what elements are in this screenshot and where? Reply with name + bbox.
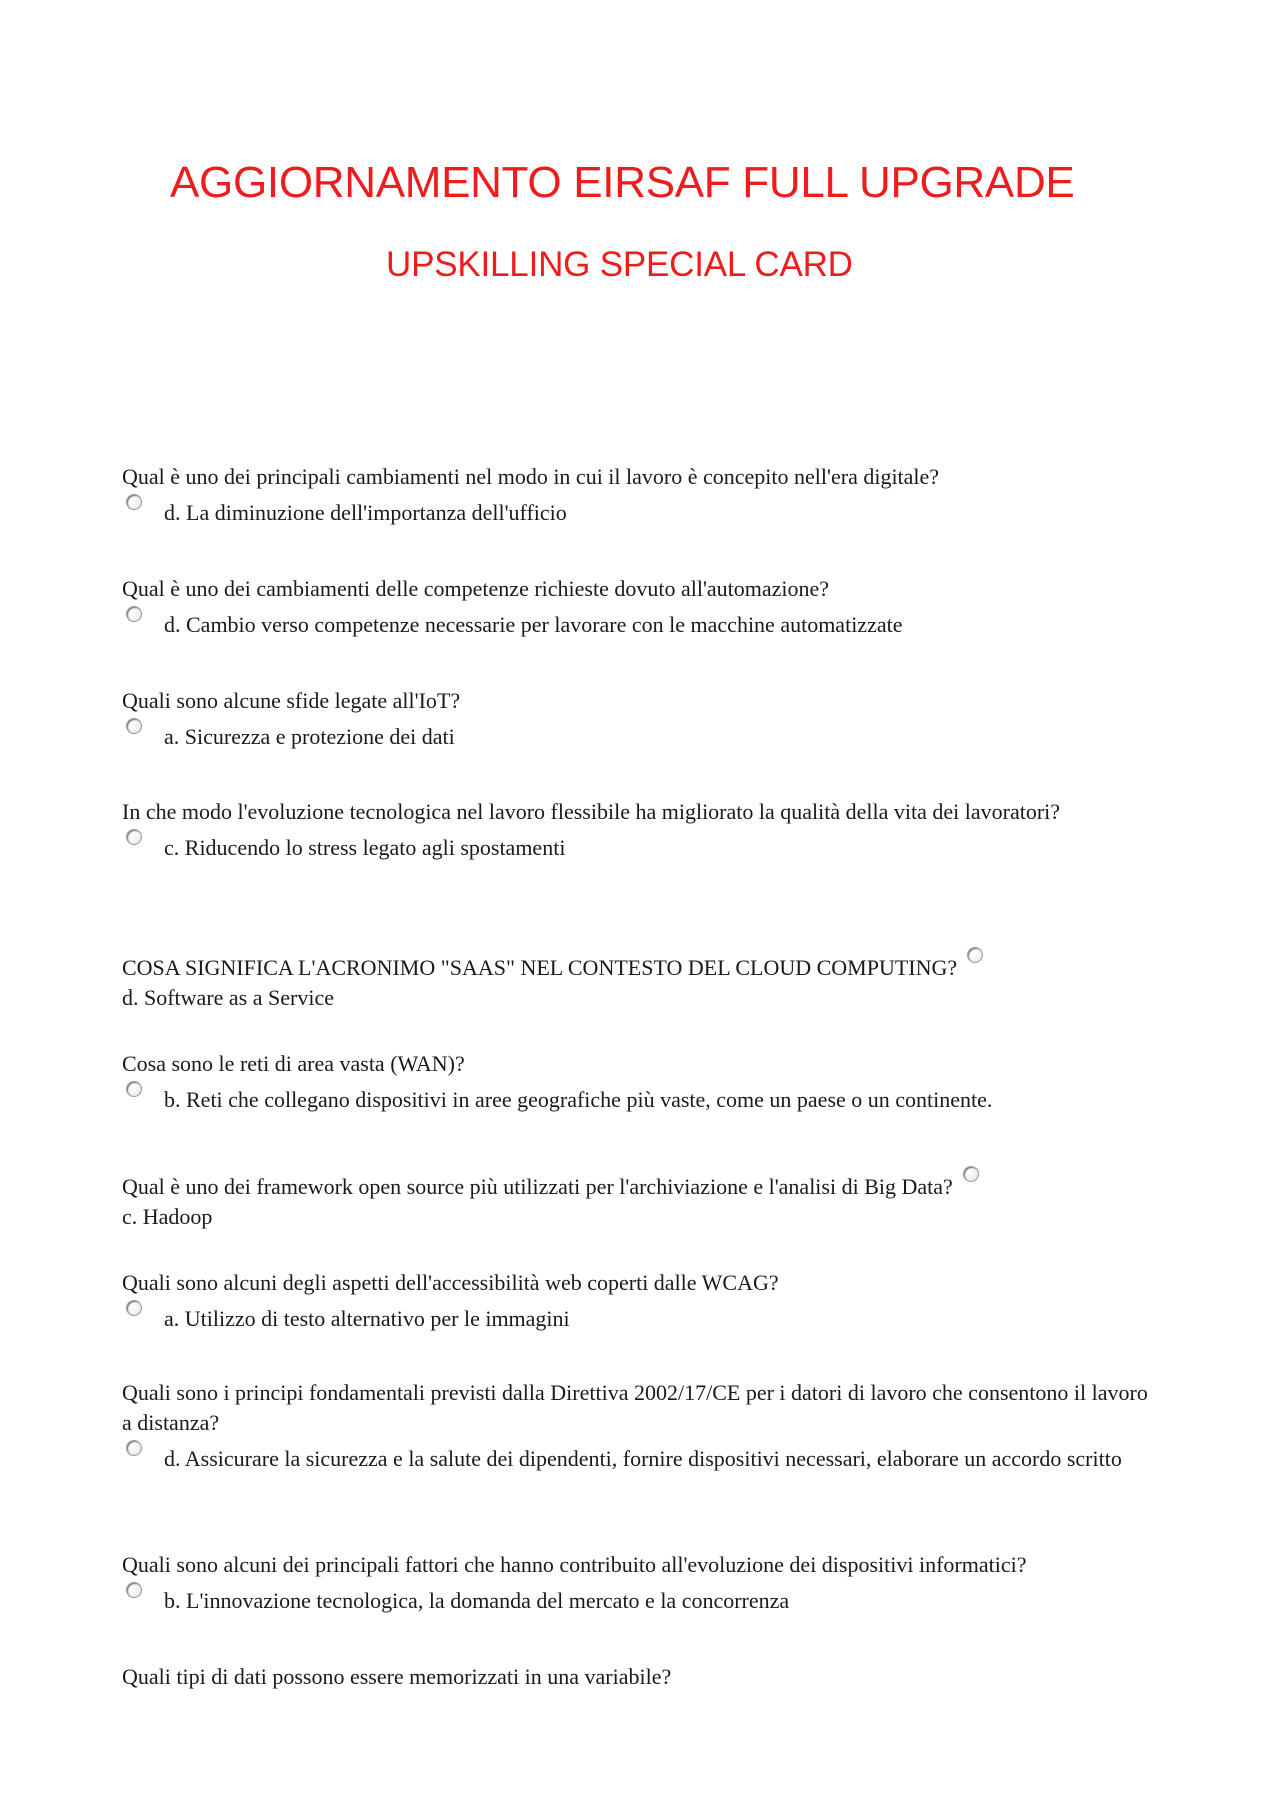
answer-text: d. Software as a Service [122, 985, 334, 1010]
question-text: Quali sono alcuni degli aspetti dell'accessibilità web coperti dalle WCAG? [122, 1270, 779, 1295]
answer-option [122, 720, 1162, 754]
question-block [122, 1378, 1162, 1476]
question-block [122, 462, 1162, 530]
question-block [122, 1049, 1162, 1117]
answer-text: d. Assicurare la sicurezza e la salute dei dipendenti, fornire dispositivi necessari, elaborare un accordo scritto [164, 1446, 1122, 1471]
question-block [122, 1662, 1162, 1692]
question-block [122, 797, 1162, 865]
question-block [122, 574, 1162, 642]
question-block [122, 1172, 1162, 1232]
answer-text: d. Cambio verso competenze necessarie per lavorare con le macchine automatizzate [164, 612, 903, 637]
answer-option [122, 1083, 1162, 1117]
document-subtitle: UPSKILLING SPECIAL CARD [386, 245, 853, 284]
question-block [122, 686, 1162, 754]
radio-button-icon[interactable] [126, 1081, 142, 1097]
radio-button-icon[interactable] [126, 829, 142, 845]
question-text: Quali sono alcune sfide legate all'IoT? [122, 688, 461, 713]
question-block [122, 1268, 1162, 1336]
question-block [122, 1550, 1162, 1618]
answer-option [122, 1584, 1162, 1618]
radio-button-icon[interactable] [126, 1440, 142, 1456]
answer-option [122, 496, 1162, 530]
question-text [122, 953, 1162, 983]
answer-text: b. Reti che collegano dispositivi in aree geografiche più vaste, come un paese o un continente. [164, 1087, 993, 1112]
question-text: Quali tipi di dati possono essere memorizzati in una variabile? [122, 1664, 672, 1689]
answer-text: a. Sicurezza e protezione dei dati [164, 724, 455, 749]
question-text: Quali sono i principi fondamentali previsti dalla Direttiva 2002/17/CE per i datori di lavoro che consentono il lavoro a distanza? [122, 1380, 1148, 1435]
answer-text: c. Riducendo lo stress legato agli spostamenti [164, 835, 566, 860]
radio-button-icon[interactable] [126, 1582, 142, 1598]
answer-text: d. La diminuzione dell'importanza dell'ufficio [164, 500, 567, 525]
answer-option [122, 1442, 1162, 1476]
radio-button-icon[interactable] [963, 1166, 979, 1182]
radio-button-icon[interactable] [967, 947, 983, 963]
question-text-content: Qual è uno dei framework open source più utilizzati per l'archiviazione e l'analisi di Big Data? [122, 1174, 953, 1199]
document-title: AGGIORNAMENTO EIRSAF FULL UPGRADE [170, 158, 1075, 207]
answer-option [122, 1302, 1162, 1336]
answer-option [122, 608, 1162, 642]
answer-text: b. L'innovazione tecnologica, la domanda del mercato e la concorrenza [164, 1588, 790, 1613]
question-text: Qual è uno dei cambiamenti delle competenze richieste dovuto all'automazione? [122, 576, 830, 601]
radio-button-icon[interactable] [126, 606, 142, 622]
answer-text: c. Hadoop [122, 1204, 213, 1229]
question-text: Quali sono alcuni dei principali fattori che hanno contribuito all'evoluzione dei dispositivi informatici? [122, 1552, 1027, 1577]
question-text [122, 1172, 1162, 1202]
answer-option [122, 831, 1162, 865]
radio-button-icon[interactable] [126, 494, 142, 510]
radio-button-icon[interactable] [126, 1300, 142, 1316]
question-text: Qual è uno dei principali cambiamenti nel modo in cui il lavoro è concepito nell'era digitale? [122, 464, 940, 489]
question-block [122, 953, 1162, 1013]
radio-button-icon[interactable] [126, 718, 142, 734]
question-text: Cosa sono le reti di area vasta (WAN)? [122, 1051, 465, 1076]
question-text: In che modo l'evoluzione tecnologica nel lavoro flessibile ha migliorato la qualità della vita dei lavoratori? [122, 799, 1061, 824]
question-text-content: COSA SIGNIFICA L'ACRONIMO "SAAS" NEL CONTESTO DEL CLOUD COMPUTING? [122, 955, 958, 980]
answer-text: a. Utilizzo di testo alternativo per le immagini [164, 1306, 570, 1331]
